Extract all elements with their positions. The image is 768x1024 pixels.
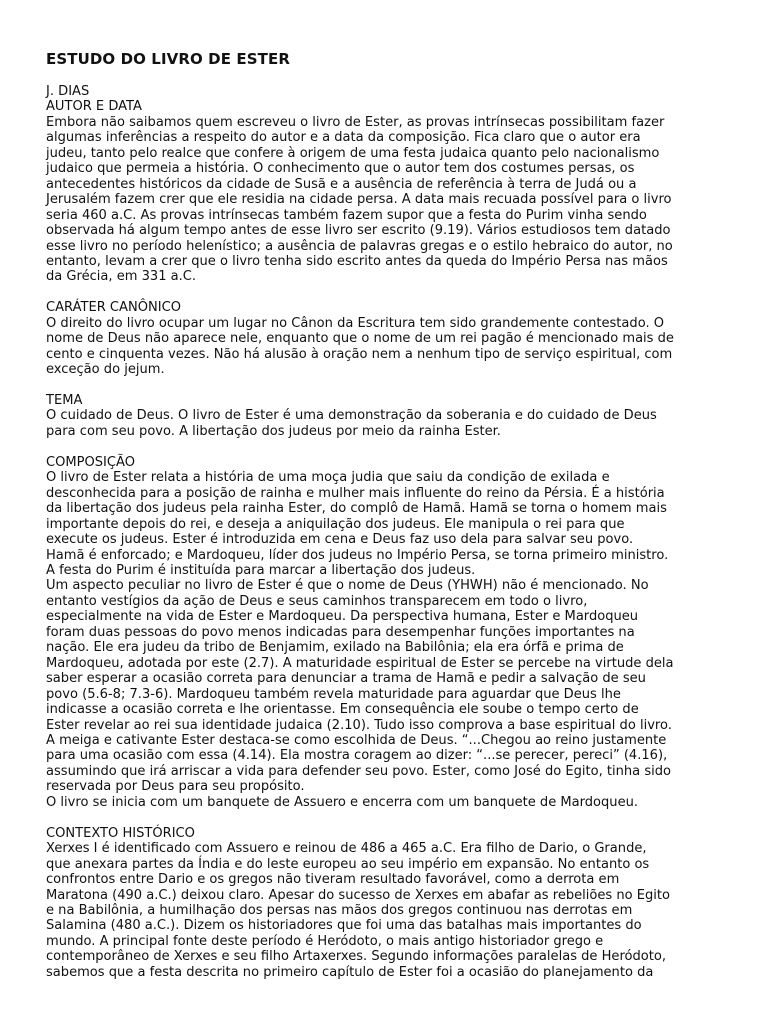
text-line: contemporâneo de Xerxes e seu filho Artaxerxes. Segundo informações paralelas de Heródoto,	[46, 949, 667, 965]
text-line: TEMA	[46, 393, 83, 409]
text-line: confrontos entre Dario e os gregos não tiveram resultado favorável, como a derrota em	[46, 872, 620, 888]
text-line: judeu, tanto pelo realce que confere à origem de uma festa judaica quanto pelo nacionalismo	[46, 145, 660, 161]
text-line: CARÁTER CANÔNICO	[46, 300, 181, 316]
text-line: que anexara partes da Índia e do leste europeu ao seu império em expansão. No entanto os	[46, 856, 650, 872]
text-line: foram duas pessoas do povo menos indicadas para desempenhar funções importantes na	[46, 624, 635, 640]
text-line: execute os judeus. Ester é introduzida em cena e Deus faz uso dela para salvar seu povo.	[46, 532, 634, 548]
text-line: Mardoqueu, adotada por este (2.7). A maturidade espiritual de Ester se percebe na virtude dela	[46, 655, 674, 671]
text-line: importante depois do rei, e deseja a aniquilação dos judeus. Ele manipula o rei para que	[46, 516, 625, 532]
document-title: ESTUDO DO LIVRO DE ESTER	[46, 50, 290, 68]
text-line: O cuidado de Deus. O livro de Ester é uma demonstração da soberania e do cuidado de Deus	[46, 408, 657, 424]
blank-line	[46, 810, 728, 825]
text-line: seria 460 a.C. As provas intrínsecas também fazem supor que a festa do Purim vinha sendo	[46, 207, 647, 223]
blank-line	[46, 439, 728, 454]
text-line: Embora não saibamos quem escreveu o livro de Ester, as provas intrínsecas possibilitam fazer	[46, 114, 665, 130]
text-line: esse livro no período helenístico; a ausência de palavras gregas e o estilo hebraico do autor, no	[46, 238, 673, 254]
text-line: algumas inferências a respeito do autor e a data da composição. Fica claro que o autor era	[46, 130, 641, 146]
text-line: A festa do Purim é instituída para marcar a libertação dos judeus.	[46, 563, 476, 578]
text-line: observada há algum tempo antes de esse livro ser escrito (9.19). Vários estudiosos tem datado	[46, 223, 671, 239]
document-body	[46, 84, 728, 980]
text-line: antecedentes históricos da cidade de Susã e a ausência de referência à terra de Judá ou a	[46, 176, 637, 192]
text-line: povo (5.6-8; 7.3-6). Mardoqueu também revela maturidade para aguardar que Deus lhe	[46, 686, 621, 702]
text-line: entanto vestígios da ação de Deus e seus caminhos transparecem em todo o livro,	[46, 593, 588, 609]
text-line: O direito do livro ocupar um lugar no Cânon da Escritura tem sido grandemente contestado. O	[46, 315, 665, 331]
text-line: especialmente na vida de Ester e Mardoqueu. Da perspectiva humana, Ester e Mardoqueu	[46, 609, 639, 625]
text-line: exceção do jejum.	[46, 362, 165, 378]
text-line: A meiga e cativante Ester destaca-se como escolhida de Deus. “...Chegou ao reino justamente	[46, 732, 667, 748]
blank-line	[46, 378, 728, 393]
text-line: e na Babilônia, a humilhação dos persas nas mãos dos gregos continuou nas derrotas em	[46, 902, 633, 918]
text-line: da libertação dos judeus pela rainha Ester, do complô de Hamã. Hamã se torna o homem mais	[46, 501, 667, 517]
text-line: indicasse a ocasião correta e lhe orientasse. Em consequência ele soube o tempo certo de	[46, 702, 639, 718]
text-line: AUTOR E DATA	[46, 99, 142, 115]
text-line: Um aspecto peculiar no livro de Ester é que o nome de Deus (YHWH) não é mencionado. No	[46, 578, 649, 594]
text-line: assumindo que irá arriscar a vida para defender seu povo. Ester, como José do Egito, tinha sido	[46, 763, 672, 779]
text-line: Salamina (480 a.C.). Dizem os historiadores que foi uma das batalhas mais importantes do	[46, 918, 642, 934]
text-line: Hamã é enforcado; e Mardoqueu, líder dos judeus no Império Persa, se torna primeiro ministro.	[46, 547, 669, 563]
text-line: nome de Deus não aparece nele, enquanto que o nome de um rei pagão é mencionado mais de	[46, 331, 674, 347]
text-line: Ester revelar ao rei sua identidade judaica (2.10). Tudo isso comprova a base espiritual do livro.	[46, 717, 672, 733]
text-line: O livro de Ester relata a história de uma moça judia que saiu da condição de exilada e	[46, 470, 610, 486]
text-line: COMPOSIÇÃO	[46, 454, 135, 470]
text-line: nação. Ele era judeu da tribo de Benjamim, exilado na Babilônia; ela era órfã e prima de	[46, 640, 624, 656]
text-line: da Grécia, em 331 a.C.	[46, 269, 197, 285]
text-line: Xerxes I é identificado com Assuero e reinou de 486 a 465 a.C. Era filho de Dario, o Grande,	[46, 841, 647, 857]
text-line: judaico que permeia a história. O conhecimento que o autor tem dos costumes persas, os	[46, 161, 635, 177]
text-line: CONTEXTO HISTÓRICO	[46, 825, 195, 841]
blank-line	[46, 285, 728, 300]
text-line: entanto, levam a crer que o livro tenha sido escrito antes da queda do Império Persa nas mãos	[46, 253, 668, 269]
text-line: para uma ocasião com essa (4.14). Ela mostra coragem ao dizer: “...se perecer, pereci” (4.16),	[46, 748, 668, 764]
text-line: sabemos que a festa descrita no primeiro capítulo de Ester foi a ocasião do planejamento da	[46, 964, 654, 980]
text-line: O livro se inicia com um banquete de Assuero e encerra com um banquete de Mardoqueu.	[46, 794, 639, 810]
text-line: para com seu povo. A libertação dos judeus por meio da rainha Ester.	[46, 423, 501, 439]
text-line: J. DIAS	[46, 84, 90, 99]
text-line: mundo. A principal fonte deste período é Heródoto, o mais antigo historiador grego e	[46, 933, 604, 949]
text-line: Jerusalém fazem crer que ele residia na cidade persa. A data mais recuada possível para o livro	[46, 192, 672, 208]
text-line: cento e cinquenta vezes. Não há alusão à oração nem a nenhum tipo de serviço espiritual, com	[46, 346, 673, 362]
text-line: reservada por Deus para seu propósito.	[46, 779, 305, 795]
text-line: Maratona (490 a.C.) deixou claro. Apesar do sucesso de Xerxes em abafar as rebeliões no Egito	[46, 887, 671, 903]
text-line: saber esperar a ocasião correta para denunciar a trama de Hamã e pedir a salvação de seu	[46, 671, 646, 687]
text-line: desconhecida para a posição de rainha e mulher mais influente do reino da Pérsia. É a história	[46, 485, 665, 501]
